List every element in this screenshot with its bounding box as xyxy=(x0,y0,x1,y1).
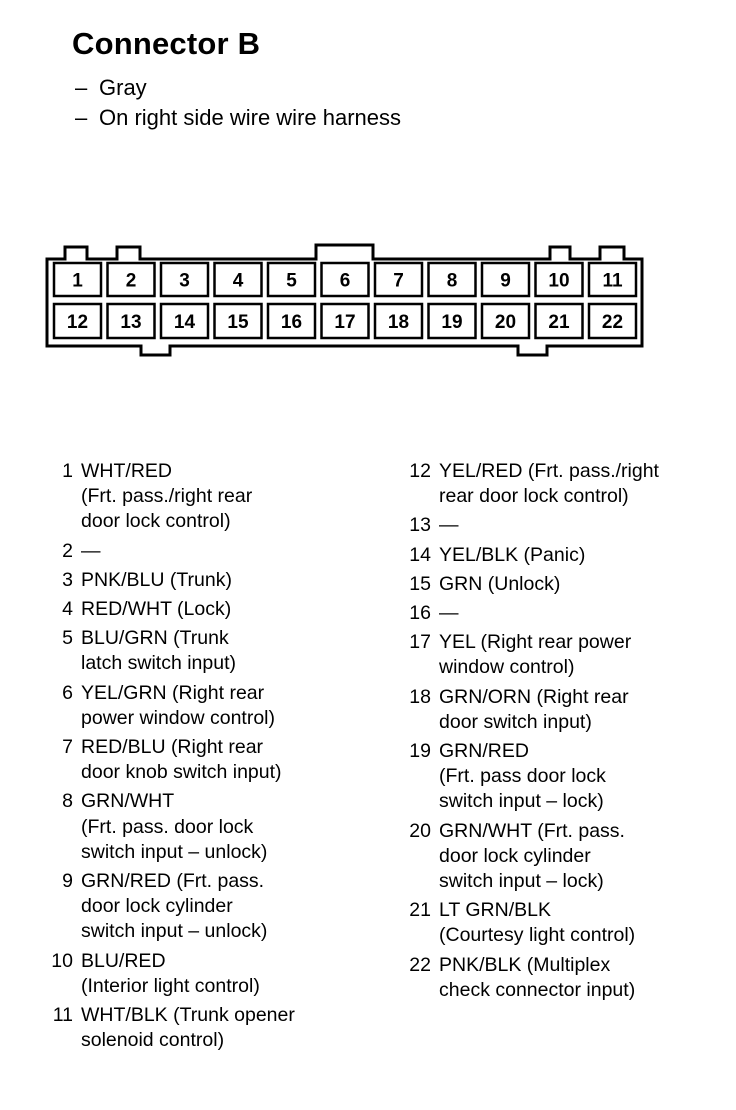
pin-description-line: GRN/RED (Frt. pass. xyxy=(81,870,265,893)
pin-number: 10 xyxy=(51,949,73,972)
pin-description-line: BLU/RED xyxy=(81,949,166,972)
pin-entry xyxy=(40,869,380,945)
pin-description-line: YEL (Right rear power xyxy=(439,631,632,654)
pin-number-label: 2 xyxy=(125,270,137,292)
pin-description xyxy=(431,819,625,895)
pin-number-label: 14 xyxy=(173,312,196,333)
pin-number-label: 7 xyxy=(393,270,404,292)
pin-number-label: 17 xyxy=(334,312,356,333)
pin-number-label: 3 xyxy=(179,270,190,292)
pin-number: 7 xyxy=(62,736,73,759)
pin-description-line: — xyxy=(439,602,459,625)
pin-description-line: check connector input) xyxy=(439,978,636,1001)
pin-number: 3 xyxy=(62,568,73,591)
pin-description-line: (Interior light control) xyxy=(81,974,260,997)
pin-description-line: GRN/WHT xyxy=(81,790,175,813)
pin-entry xyxy=(398,601,728,626)
pin-description-line: YEL/RED (Frt. pass./right xyxy=(439,460,659,482)
connector-diagram xyxy=(0,230,736,370)
pin-description xyxy=(431,739,606,815)
pin-description xyxy=(431,898,635,948)
pin-number: 17 xyxy=(409,631,431,654)
pin-description-line: door lock cylinder xyxy=(81,895,233,918)
pin-entry xyxy=(40,789,380,865)
pin-number: 21 xyxy=(409,899,431,922)
pin-entry xyxy=(40,568,380,593)
pin-description-line: latch switch input) xyxy=(81,652,236,675)
pin-number-label: 16 xyxy=(280,312,303,333)
pin-number-label: 9 xyxy=(500,270,511,292)
pin-entry xyxy=(40,459,380,535)
pin-entry xyxy=(398,819,728,895)
pin-description-line: (Frt. pass./right rear xyxy=(81,485,253,508)
pin-entry xyxy=(398,543,728,568)
pin-description xyxy=(431,572,560,597)
pin-description-line: YEL/GRN (Right rear xyxy=(81,681,265,704)
pin-description-line: YEL/BLK (Panic) xyxy=(439,543,586,566)
pin-number-label: 6 xyxy=(339,270,351,292)
pin-description-line: switch input – lock) xyxy=(439,870,604,893)
note-dash: – xyxy=(75,75,88,100)
pin-description xyxy=(73,869,267,945)
pin-entry xyxy=(398,459,728,509)
pin-description-line: solenoid control) xyxy=(81,1029,225,1052)
pin-description xyxy=(73,597,231,622)
pin-description-line: — xyxy=(81,539,101,562)
pin-entry xyxy=(398,685,728,735)
pin-number: 15 xyxy=(409,572,431,595)
pin-number: 13 xyxy=(409,514,431,537)
pin-number: 2 xyxy=(62,539,73,562)
pin-description-line: WHT/RED xyxy=(81,460,172,482)
pin-description xyxy=(431,630,631,680)
page-title: Connector B xyxy=(72,26,261,61)
pin-entry xyxy=(398,513,728,538)
pin-number: 4 xyxy=(62,598,73,621)
pin-number-label: 22 xyxy=(601,312,624,333)
pin-description xyxy=(73,789,267,865)
pin-description-line: LT GRN/BLK xyxy=(439,899,551,922)
pin-entry xyxy=(398,898,728,948)
pin-entry xyxy=(40,539,380,564)
pin-description xyxy=(431,685,629,735)
pin-number-label: 18 xyxy=(387,312,410,333)
pin-description-line: (Frt. pass door lock xyxy=(439,765,606,788)
pin-description xyxy=(73,459,252,535)
pin-description-line: (Courtesy light control) xyxy=(439,924,636,947)
pin-entry xyxy=(398,630,728,680)
pin-description xyxy=(73,949,260,999)
pin-description-line: GRN/WHT (Frt. pass. xyxy=(439,819,625,842)
pin-description-line: RED/WHT (Lock) xyxy=(81,598,232,621)
pin-entry xyxy=(398,953,728,1003)
pin-entry xyxy=(40,949,380,999)
pin-description-line: RED/BLU (Right rear xyxy=(81,736,264,759)
note-dash: – xyxy=(75,105,88,130)
pin-description-line: switch input – unlock) xyxy=(81,840,268,863)
pin-description-line: door lock control) xyxy=(81,510,231,533)
pin-description-line: (Frt. pass. door lock xyxy=(81,815,254,838)
pin-description xyxy=(431,543,585,568)
pin-number: 16 xyxy=(409,602,431,625)
pin-description-line: switch input – lock) xyxy=(439,790,604,813)
pin-entry xyxy=(40,681,380,731)
pin-number: 12 xyxy=(409,460,431,482)
pin-description-line: — xyxy=(439,514,459,537)
pin-entry xyxy=(40,597,380,622)
pin-description-line: BLU/GRN (Trunk xyxy=(81,627,229,650)
pin-description-line: rear door lock control) xyxy=(439,485,629,508)
pin-description xyxy=(73,539,101,564)
pin-description-line: PNK/BLU (Trunk) xyxy=(81,568,232,591)
pin-description xyxy=(73,681,275,731)
pin-description-line: GRN/ORN (Right rear xyxy=(439,685,629,708)
pin-number: 5 xyxy=(62,627,73,650)
connector-top-row xyxy=(54,263,636,296)
pin-number-label: 11 xyxy=(602,270,623,292)
pin-number: 1 xyxy=(62,460,73,482)
pin-entry xyxy=(40,1003,380,1053)
pin-description-line: door switch input) xyxy=(439,710,592,733)
pin-description xyxy=(431,513,459,538)
pin-number: 11 xyxy=(52,1004,73,1027)
pin-description-line: GRN (Unlock) xyxy=(439,572,561,595)
connector-bottom-row xyxy=(54,304,636,338)
pin-description-line: PNK/BLK (Multiplex xyxy=(439,953,611,976)
pin-number-label: 12 xyxy=(66,312,89,333)
pin-number-label: 5 xyxy=(286,270,297,292)
pin-number-label: 19 xyxy=(441,312,463,333)
pin-number-label: 20 xyxy=(494,312,517,333)
pin-number-label: 10 xyxy=(548,270,570,292)
pin-description xyxy=(73,568,232,593)
pin-entry xyxy=(40,626,380,676)
pin-description-line: window control) xyxy=(439,656,575,679)
pin-description xyxy=(431,459,659,509)
pin-number-label: 21 xyxy=(548,312,570,333)
pin-number: 22 xyxy=(409,953,431,976)
pin-number-label: 15 xyxy=(227,312,249,333)
pin-entry xyxy=(398,572,728,597)
pin-list-right xyxy=(398,459,728,1007)
pin-entry xyxy=(398,739,728,815)
connector-notes xyxy=(75,73,401,133)
pin-description-line: door knob switch input) xyxy=(81,761,282,784)
pin-description xyxy=(73,626,236,676)
pin-description xyxy=(431,601,459,626)
pin-number: 8 xyxy=(62,790,73,813)
pin-description-line: switch input – unlock) xyxy=(81,920,268,943)
note-color-text: Gray xyxy=(99,75,147,100)
pin-number: 9 xyxy=(62,870,73,893)
pin-list-left xyxy=(40,459,380,1057)
note-location-text: On right side wire wire harness xyxy=(99,105,402,130)
pin-number: 18 xyxy=(409,685,431,708)
pin-description-line: power window control) xyxy=(81,706,276,729)
note-location xyxy=(75,103,401,133)
note-color xyxy=(75,73,401,103)
pin-description-line: GRN/RED xyxy=(439,740,529,763)
pin-description xyxy=(73,735,282,785)
pin-number-label: 1 xyxy=(72,270,83,292)
pin-number-label: 13 xyxy=(120,312,142,333)
pin-number-label: 4 xyxy=(232,270,244,292)
pin-description-line: door lock cylinder xyxy=(439,844,591,867)
pin-number: 19 xyxy=(409,740,431,763)
pin-description xyxy=(431,953,635,1003)
pin-number: 6 xyxy=(62,681,73,704)
pin-number: 14 xyxy=(409,543,431,566)
pin-description xyxy=(73,1003,295,1053)
pin-number: 20 xyxy=(409,819,431,842)
pin-description-line: WHT/BLK (Trunk opener xyxy=(81,1004,295,1027)
pin-number-label: 8 xyxy=(446,270,458,292)
pin-entry xyxy=(40,735,380,785)
